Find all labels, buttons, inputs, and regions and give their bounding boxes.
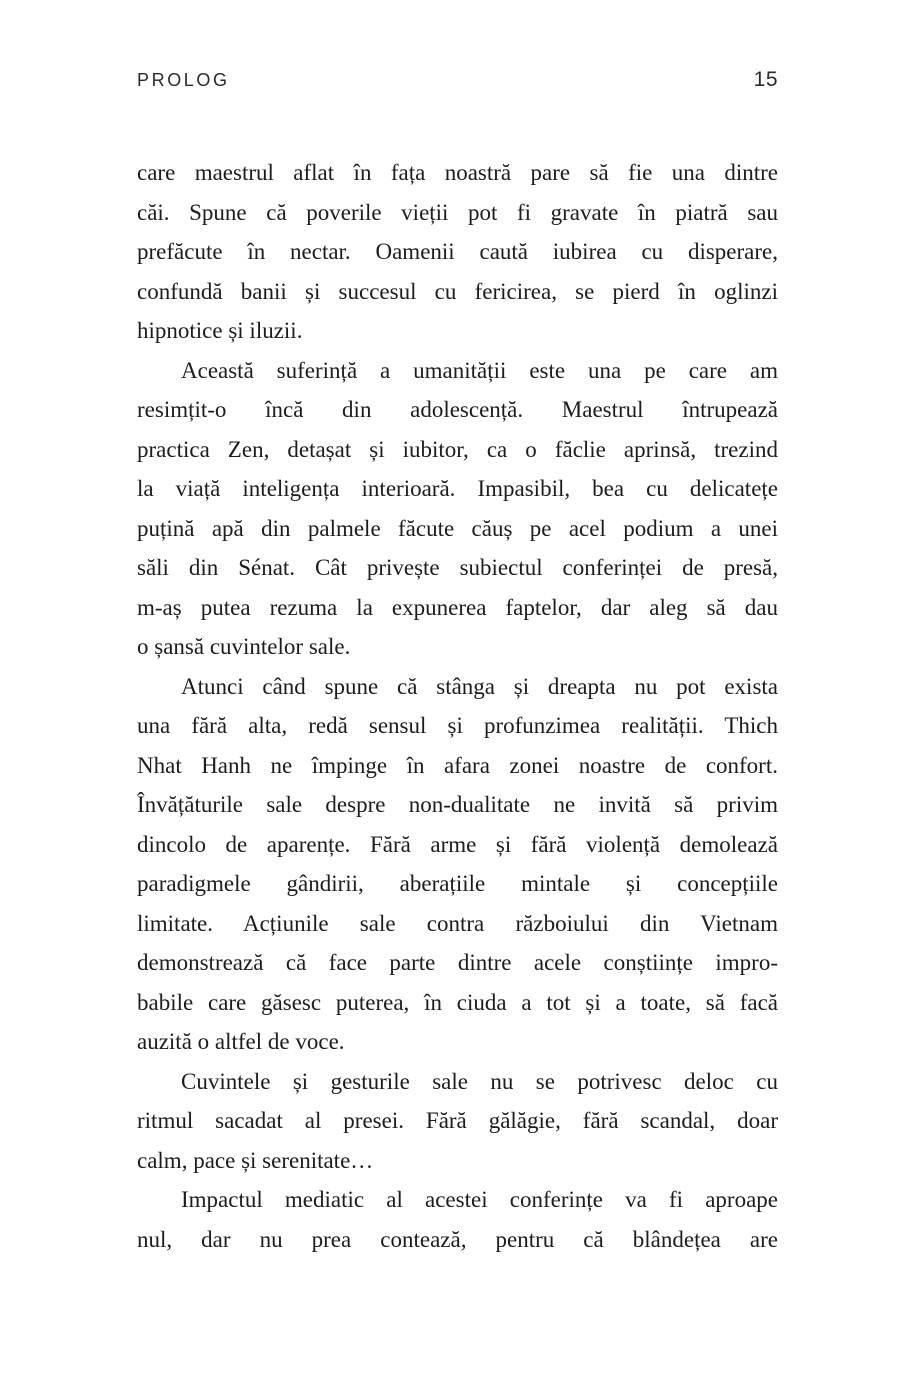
text-line: Atunci când spune că stânga și dreapta nu pot exista <box>181 673 778 699</box>
text-line: care maestrul aflat în fața noastră pare să fie una dintre <box>137 160 778 185</box>
text-line: ritmul sacadat al presei. Fără gălăgie, fără scandal, doar <box>137 1108 778 1133</box>
text-line: paradigmele gândirii, aberațiile mintale și concepțiile <box>137 871 778 896</box>
text-line: una fără alta, redă sensul și profunzimea realității. Thich <box>137 713 778 738</box>
text-line: hipnotice și iluzii. <box>137 318 303 343</box>
page-number: 15 <box>753 68 778 91</box>
running-title: PROLOG <box>137 70 230 90</box>
text-line: Învățăturile sale despre non-dualitate ne invită să privim <box>137 792 778 817</box>
page-header <box>137 68 778 92</box>
text-line: o șansă cuvintelor sale. <box>137 634 351 659</box>
text-line: prefăcute în nectar. Oamenii caută iubirea cu disperare, <box>137 239 778 264</box>
text-line: resimțit-o încă din adolescență. Maestrul întrupează <box>137 397 778 422</box>
text-line: calm, pace și serenitate… <box>137 1147 374 1173</box>
text-line: confundă banii și succesul cu fericirea, se pierd în oglinzi <box>137 278 778 304</box>
text-line: săli din Sénat. Cât privește subiectul conferinței de presă, <box>137 555 778 580</box>
text-line: Această suferință a umanității este una pe care am <box>181 357 778 383</box>
text-line: dincolo de aparențe. Fără arme și fără violență demolează <box>137 831 778 857</box>
text-line: Impactul mediatic al acestei conferințe va fi aproape <box>181 1187 778 1212</box>
text-line: nul, dar nu prea contează, pentru că blândețea are <box>137 1226 778 1252</box>
text-line: Nhat Hanh ne împinge în afara zonei noastre de confort. <box>137 752 778 778</box>
text-line: puțină apă din palmele făcute căuș pe acel podium a unei <box>137 515 778 541</box>
text-line: auzită o altfel de voce. <box>137 1029 345 1054</box>
text-line: m-aș putea rezuma la expunerea faptelor, dar aleg să dau <box>137 594 778 620</box>
body-text <box>137 153 778 1259</box>
text-line: babile care găsesc puterea, în ciuda a tot și a toate, să facă <box>137 989 778 1015</box>
text-line: căi. Spune că poverile vieții pot fi gravate în piatră sau <box>137 199 778 225</box>
text-line: practica Zen, detașat și iubitor, ca o făclie aprinsă, trezind <box>137 436 778 462</box>
text-line: demonstrează că face parte dintre acele conștiințe impro- <box>137 950 778 975</box>
text-line: Cuvintele și gesturile sale nu se potrivesc deloc cu <box>181 1068 778 1094</box>
text-line: la viață inteligența interioară. Impasibil, bea cu delicatețe <box>137 476 778 501</box>
text-line: limitate. Acțiunile sale contra războiului din Vietnam <box>137 910 778 936</box>
